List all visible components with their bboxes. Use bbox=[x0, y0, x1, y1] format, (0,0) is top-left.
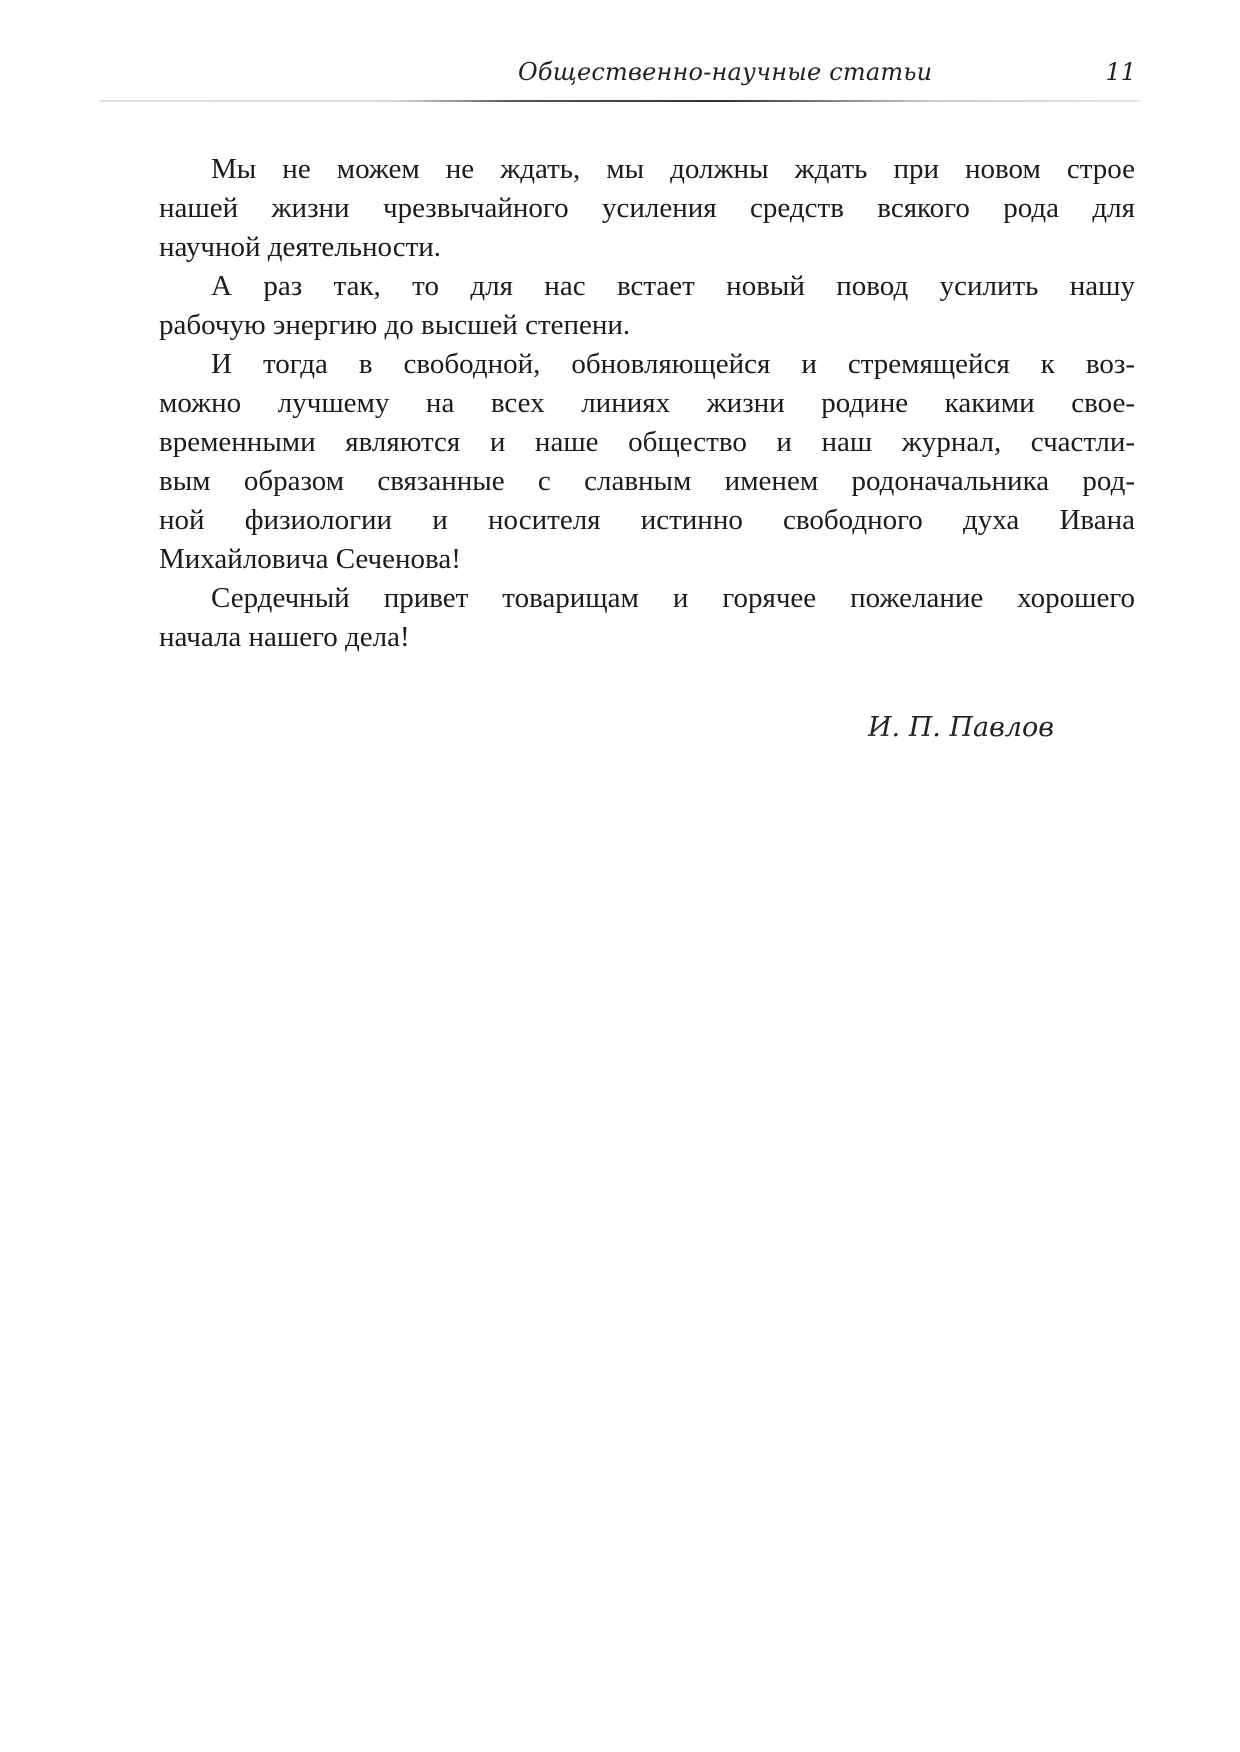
text-line: Михайловича Сеченова! bbox=[159, 543, 461, 575]
text-line: Сердечный привет товарищам и горячее пожелание хорошего bbox=[211, 582, 1135, 614]
page-number: 11 bbox=[1105, 58, 1136, 86]
author-signature: И. П. Павлов bbox=[868, 712, 1054, 743]
paragraph-3 bbox=[107, 345, 1135, 579]
text-line: вым образом связанные с славным именем родоначальника род- bbox=[159, 465, 1135, 497]
text-line: ной физиологии и носителя истинно свободного духа Ивана bbox=[159, 504, 1135, 536]
body-text bbox=[107, 150, 1135, 657]
text-line: Мы не можем не ждать, мы должны ждать при новом строе bbox=[211, 153, 1135, 185]
paragraph-2 bbox=[107, 267, 1135, 345]
paragraph-4 bbox=[107, 579, 1135, 657]
text-line: А раз так, то для нас встает новый повод усилить нашу bbox=[211, 270, 1135, 302]
running-head bbox=[100, 58, 1140, 98]
header-rule bbox=[100, 100, 1140, 102]
text-line: научной деятельности. bbox=[159, 231, 442, 263]
text-line: нашей жизни чрезвычайного усиления средств всякого рода для bbox=[159, 192, 1135, 224]
paragraph-1 bbox=[107, 150, 1135, 267]
text-line: И тогда в свободной, обновляющейся и стремящейся к воз- bbox=[211, 348, 1135, 380]
text-line: рабочую энергию до высшей степени. bbox=[159, 309, 631, 341]
running-title: Общественно-научные статьи bbox=[518, 58, 933, 86]
text-line: можно лучшему на всех линиях жизни родине какими свое- bbox=[159, 387, 1135, 419]
text-line: начала нашего дела! bbox=[159, 621, 410, 653]
text-line: временными являются и наше общество и наш журнал, счастли- bbox=[159, 426, 1135, 458]
